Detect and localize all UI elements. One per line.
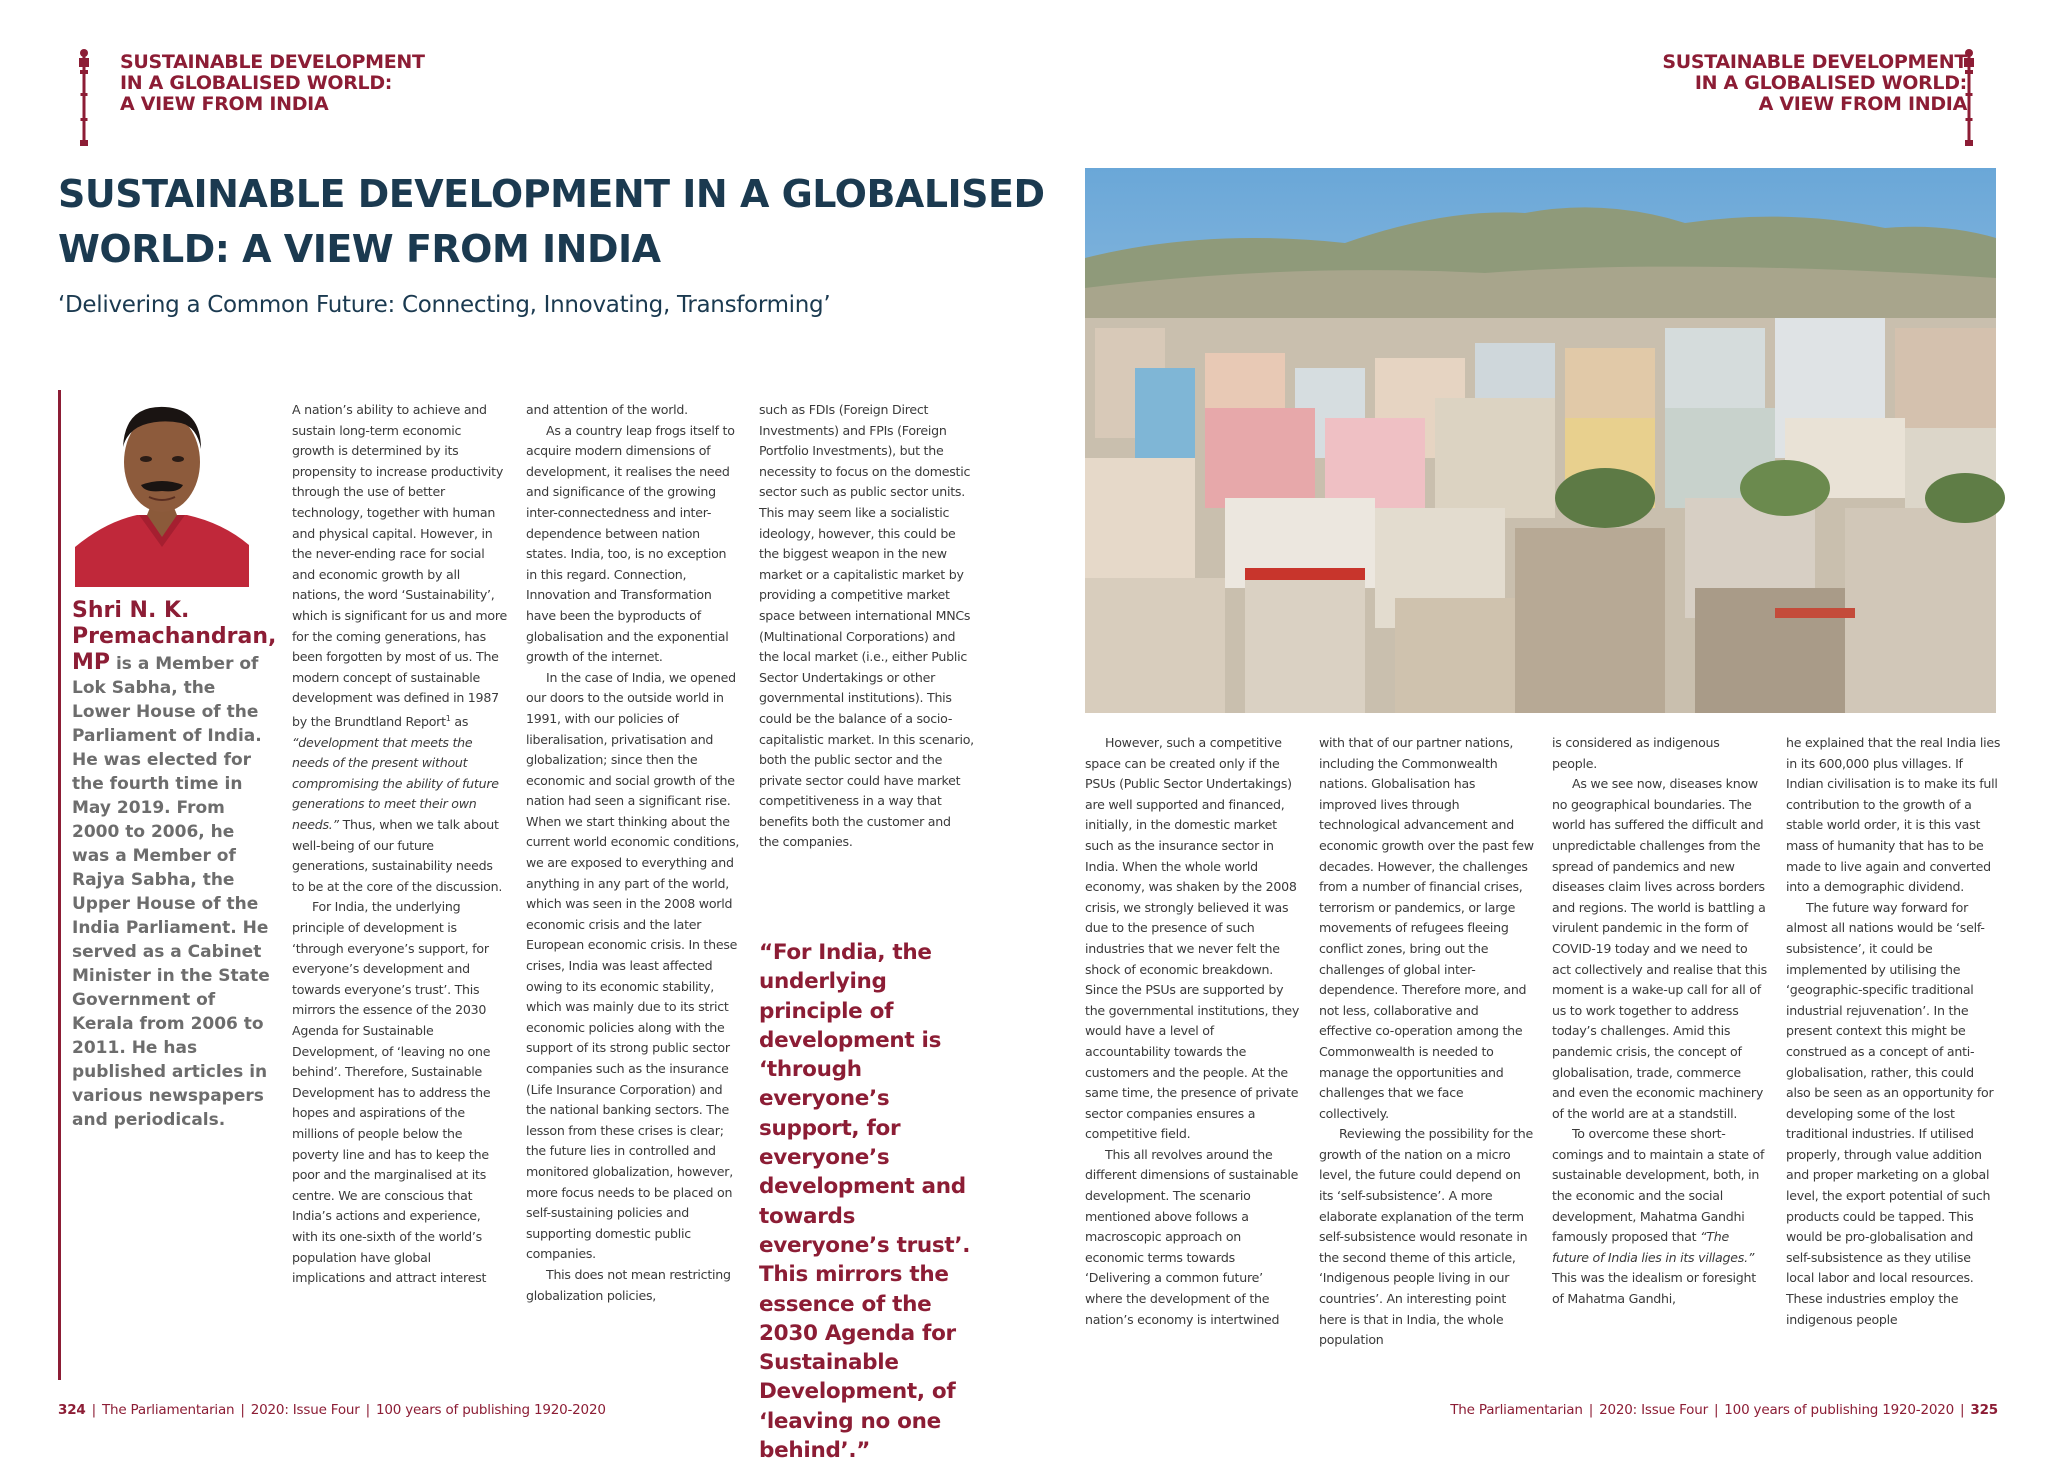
running-head-line: IN A GLOBALISED WORLD: xyxy=(120,72,393,94)
paragraph-text: Thus, when we talk about well-being of our future generations, sustainability needs to be at the core of the discussion. xyxy=(292,817,503,894)
gandhi-quote: “The future of India lies in its villages.” xyxy=(1552,1229,1755,1265)
page-number: 324 xyxy=(58,1402,86,1418)
author-bio xyxy=(72,598,277,1132)
page-number: 325 xyxy=(1970,1402,1998,1418)
body-column-1 xyxy=(292,400,507,1289)
sidebar-rule xyxy=(58,390,61,1380)
running-head-right xyxy=(1662,52,1967,115)
running-head-left xyxy=(120,52,425,115)
paragraph: This does not mean restricting globalization policies, xyxy=(526,1266,731,1303)
paragraph: As we see now, diseases know no geographical boundaries. The world has suffered the difficult and unpredictable challenges from the spread of pandemics and new diseases claim lives across borders and regions. The world is battling a virulent pandemic in the form of COVID-19 today and we need to act collectively and realise that this moment is a wake-up call for all of us to work together to address today’s challenges. Amid this pandemic crisis, the concept of globalisation, trade, commerce and even the economic machinery of the world are at a standstill. xyxy=(1552,776,1767,1121)
body-column-3 xyxy=(759,400,974,853)
running-head-line: SUSTAINABLE DEVELOPMENT xyxy=(1662,51,1967,73)
footer-publication: The Parliamentarian xyxy=(101,1402,235,1418)
paragraph-text: A nation’s ability to achieve and sustain long-term economic growth is determined by its propensity to increase productivity through the use of better technology, together with human and physical capital. However, in the never-ending race for social and economic growth by all nations, the word ‘Sustainability’, which is significant for us and more for the coming generations, has been forgotten by most of us. The modern concept of sustainable development was defined in 1987 by the Brundtland Report xyxy=(292,402,507,730)
paragraph: he explained that the real India lies in its 600,000 plus villages. If Indian civilisation is to make its full contribution to the growth of a stable world order, it is this vast mass of humanity that has to be made to live again and converted into a demographic dividend. xyxy=(1786,735,2001,895)
running-head-line: SUSTAINABLE DEVELOPMENT xyxy=(120,51,425,73)
footer-right: The Parliamentarian | 2020: Issue Four | 100 years of publishing 1920-2020 | 325 xyxy=(1450,1402,1998,1418)
mace-ornament-left-icon xyxy=(77,48,91,148)
body-column-6 xyxy=(1552,733,1767,1310)
footer-tagline: 100 years of publishing 1920-2020 xyxy=(1724,1402,1955,1418)
footer-publication: The Parliamentarian xyxy=(1450,1402,1583,1418)
paragraph: Reviewing the possibility for the growth of the nation on a micro level, the future could depend on its ‘self-subsistence’. A more elaborate explanation of the term self-subsistence would resonate in the second theme of this article, ‘Indigenous people living in our countries’. An interesting point here is that in India, the whole population xyxy=(1319,1126,1534,1348)
brundtland-quote: “development that meets the needs of the present without compromising the ability of future generations to meet their own needs.” xyxy=(292,734,499,833)
paragraph-text: This was the idealism or foresight of Mahatma Gandhi, xyxy=(1552,1270,1756,1307)
author-bio-text: is a Member of Lok Sabha, the Lower House of the Parliament of India. He was elected for the fourth time in May 2019. From 2000 to 2006, he was a Member of Rajya Sabha, the Upper House of the India Parliament. He served as a Cabinet Minister in the State Government of Kerala from 2006 to 2011. He has published articles in various newspapers and periodicals. xyxy=(72,654,270,1130)
author-portrait xyxy=(75,397,249,587)
body-column-5 xyxy=(1319,733,1534,1351)
body-column-2 xyxy=(526,400,741,1306)
footer-left: 324 | The Parliamentarian | 2020: Issue Four | 100 years of publishing 1920-2020 xyxy=(58,1402,606,1418)
running-head-line: A VIEW FROM INDIA xyxy=(1758,93,1967,115)
footer-tagline: 100 years of publishing 1920-2020 xyxy=(375,1402,606,1418)
body-column-7 xyxy=(1786,733,2001,1330)
running-head-line: A VIEW FROM INDIA xyxy=(120,93,329,115)
author-name: Shri N. K. Premachandran, MP xyxy=(72,598,277,675)
paragraph xyxy=(292,400,507,897)
paragraph: However, such a competitive space can be created only if the PSUs (Public Sector Undertakings) are well supported and financed, initially, in the domestic market such as the insurance sector in India. When the whole world economy, was shaken by the 2008 crisis, we strongly believed it was due to the presence of such industries that we never felt the shock of economic breakdown. Since the PSUs are supported by the governmental institutions, they would have a level of accountability towards the customers and the people. At the same time, the presence of private sector companies ensures a competitive field. xyxy=(1085,735,1300,1142)
paragraph: such as FDIs (Foreign Direct Investments) and FPIs (Foreign Portfolio Investments), but the necessity to focus on the domestic sector such as public sector units. This may seem like a socialistic ideology, however, this could be the biggest weapon in the new market or a capitalistic market by providing a competitive market space between international MNCs (Multinational Corporations) and the local market (i.e., either Public Sector Undertakings or other governmental institutions). This could be the balance of a socio-capitalistic market. In this scenario, both the public sector and the private sector could have market competitiveness in a way that benefits both the customer and the companies. xyxy=(759,402,974,850)
article-title xyxy=(58,167,1045,277)
article-subtitle: ‘Delivering a Common Future: Connecting, Innovating, Transforming’ xyxy=(58,292,831,318)
paragraph-text: as xyxy=(450,714,469,730)
footer-issue: 2020: Issue Four xyxy=(1599,1402,1708,1418)
article-title-line: SUSTAINABLE DEVELOPMENT IN A GLOBALISED xyxy=(58,172,1045,216)
paragraph: with that of our partner nations, including the Commonwealth nations. Globalisation has improved lives through technological advancement and economic growth over the past few decades. However, the challenges from a number of financial crises, terrorism or pandemics, or large movements of refugees fleeing conflict zones, bring out the challenges of global inter-dependence. Therefore more, and not less, collaborative and effective co-operation among the Commonwealth is needed to manage the opportunities and challenges that we face collectively. xyxy=(1319,735,1534,1121)
paragraph-text: To overcome these short-comings and to maintain a state of sustainable development, both, in the economic and the social development, Mahatma Gandhi famously proposed that xyxy=(1552,1126,1765,1245)
running-head-line: IN A GLOBALISED WORLD: xyxy=(1694,72,1967,94)
pull-quote: “For India, the underlying principle of development is ‘through everyone’s support, for everyone’s development and towards everyone’s trust’. This mirrors the essence of the 2030 Agenda for Sustainable Development, of ‘leaving no one behind’.” xyxy=(759,940,971,1464)
body-column-4 xyxy=(1085,733,1300,1330)
city-skyline-photo xyxy=(1085,168,1996,713)
paragraph: and attention of the world. xyxy=(526,402,688,417)
paragraph: In the case of India, we opened our doors to the outside world in 1991, with our policies of liberalisation, privatisation and globalization; since then the economic and social growth of the nation had seen a significant rise. When we start thinking about the current world economic conditions, we are exposed to everything and anything in any part of the world, which was seen in the 2008 world economic crisis and the later European economic crisis. In these crises, India was least affected owing to its economic stability, which was mainly due to its strict economic policies along with the support of its strong public sector companies such as the insurance (Life Insurance Corporation) and the national banking sectors. The lesson from these crises is clear; the future lies in controlled and monitored globalization, however, more focus needs to be placed on self-sustaining policies and supporting domestic public companies. xyxy=(526,669,740,1262)
paragraph: This all revolves around the different dimensions of sustainable development. The scenario mentioned above follows a macroscopic approach on economic terms towards ‘Delivering a common future’ where the development of the nation’s economy is intertwined xyxy=(1085,1146,1299,1327)
paragraph xyxy=(1552,1124,1767,1309)
paragraph: The future way forward for almost all nations would be ‘self-subsistence’, it could be implemented by utilising the ‘geographic-specific traditional industrial rejuvenation’. In the present context this might be construed as a concept of anti-globalisation, rather, this could also be seen as an opportunity for developing some of the lost traditional industries. If utilised properly, through value addition and proper marketing on a global level, the export potential of such products could be tapped. This would be pro-globalisation and self-subsistence as they utilise local labor and local resources. These industries employ the indigenous people xyxy=(1786,899,1994,1327)
footnote-ref: 1 xyxy=(445,713,451,723)
paragraph: For India, the underlying principle of development is ‘through everyone’s support, for everyone’s development and towards everyone’s trust’. This mirrors the essence of the 2030 Agenda for Sustainable Development, of ‘leaving no one behind’. Therefore, Sustainable Development has to address the hopes and aspirations of the millions of people below the poverty line and has to keep the poor and the marginalised at its centre. We are conscious that India’s actions and experience, with its one-sixth of the world’s population have global implications and attract interest xyxy=(292,899,491,1286)
footer-issue: 2020: Issue Four xyxy=(250,1402,360,1418)
paragraph: As a country leap frogs itself to acquire modern dimensions of development, it realises the need and significance of the growing inter-connectedness and inter-dependence between nation states. India, too, is no exception in this regard. Connection, Innovation and Transformation have been the byproducts of globalisation and the exponential growth of the internet. xyxy=(526,422,735,665)
paragraph: is considered as indigenous people. xyxy=(1552,735,1720,771)
article-title-line: WORLD: A VIEW FROM INDIA xyxy=(58,227,661,271)
